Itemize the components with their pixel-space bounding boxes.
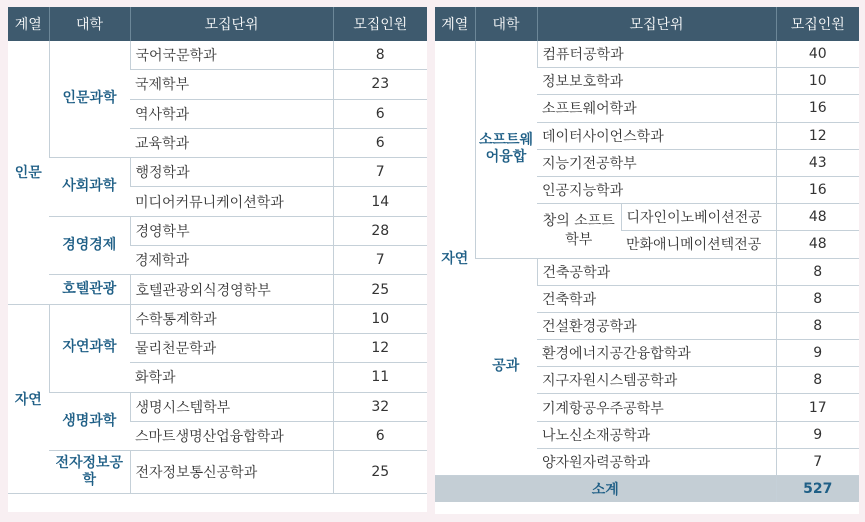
college-hotel: 호텔관광 — [49, 275, 130, 304]
count-cell: 25 — [333, 275, 427, 304]
header-count: 모집인원 — [776, 7, 859, 41]
count-cell: 17 — [776, 394, 859, 421]
count-cell: 7 — [333, 158, 427, 187]
college-life: 생명과학 — [49, 392, 130, 451]
count-cell: 6 — [333, 99, 427, 128]
college-business: 경영경제 — [49, 216, 130, 275]
header-category: 계열 — [8, 7, 49, 41]
count-cell: 8 — [776, 312, 859, 339]
college-ee: 전자정보공학 — [49, 451, 130, 494]
table-row — [8, 216, 427, 245]
unit-cell: 행정학과 — [130, 158, 333, 187]
table-row — [8, 275, 427, 304]
header-unit: 모집단위 — [130, 7, 333, 41]
count-cell: 12 — [333, 333, 427, 362]
count-cell: 25 — [333, 451, 427, 494]
unit-cell: 미디어커뮤니케이션학과 — [130, 187, 333, 216]
count-cell: 6 — [333, 128, 427, 157]
college-natural: 자연과학 — [49, 304, 130, 392]
count-cell: 12 — [776, 122, 859, 149]
unit-cell: 스마트생명산업융합학과 — [130, 421, 333, 450]
count-cell: 6 — [333, 421, 427, 450]
table-row — [435, 258, 859, 285]
unit-cell: 컴퓨터공학과 — [537, 41, 776, 68]
unit-cell: 역사학과 — [130, 99, 333, 128]
header-count: 모집인원 — [333, 7, 427, 41]
unit-cell: 국어국문학과 — [130, 41, 333, 70]
unit-cell: 수학통계학과 — [130, 304, 333, 333]
unit-cell: 데이터사이언스학과 — [537, 122, 776, 149]
unit-cell: 소프트웨어학과 — [537, 95, 776, 122]
count-cell: 10 — [333, 304, 427, 333]
right-admission-table — [435, 7, 859, 514]
count-cell: 28 — [333, 216, 427, 245]
unit-cell: 국제학부 — [130, 70, 333, 99]
unit-cell: 지능기전공학부 — [537, 149, 776, 176]
unit-cell: 건축공학과 — [537, 258, 776, 285]
unit-cell: 인공지능학과 — [537, 176, 776, 203]
count-cell: 16 — [776, 95, 859, 122]
college-engineering: 공과 — [475, 258, 537, 476]
table-row — [8, 392, 427, 421]
unit-cell: 경영학부 — [130, 216, 333, 245]
unit-cell: 교육학과 — [130, 128, 333, 157]
count-cell: 7 — [333, 246, 427, 275]
header-unit: 모집단위 — [537, 7, 776, 41]
unit-cell: 물리천문학과 — [130, 333, 333, 362]
unit-cell: 양자원자력공학과 — [537, 448, 776, 475]
total-count: 527 — [776, 476, 859, 503]
unit-cell: 나노신소재공학과 — [537, 421, 776, 448]
unit-cell: 디자인이노베이션전공 — [621, 204, 776, 231]
header-category: 계열 — [435, 7, 475, 41]
college-software: 소프트웨어융합 — [475, 41, 537, 258]
count-cell: 9 — [776, 421, 859, 448]
count-cell: 7 — [776, 448, 859, 475]
unit-cell: 건설환경공학과 — [537, 312, 776, 339]
unit-cell: 호텔관광외식경영학부 — [130, 275, 333, 304]
category-humanities: 인문 — [8, 41, 49, 304]
unit-cell: 경제학과 — [130, 246, 333, 275]
category-science: 자연 — [435, 41, 475, 476]
unit-cell: 건축학과 — [537, 285, 776, 312]
unit-cell: 만화애니메이션텍전공 — [621, 231, 776, 258]
table-header-row — [8, 7, 427, 41]
count-cell: 40 — [776, 41, 859, 68]
table-row — [8, 451, 427, 494]
count-cell: 10 — [776, 68, 859, 95]
unit-cell: 정보보호학과 — [537, 68, 776, 95]
header-university: 대학 — [49, 7, 130, 41]
count-cell: 16 — [776, 176, 859, 203]
total-label: 소계 — [435, 476, 776, 503]
count-cell: 23 — [333, 70, 427, 99]
table-row — [8, 41, 427, 70]
header-university: 대학 — [475, 7, 537, 41]
unit-cell: 전자정보통신공학과 — [130, 451, 333, 494]
count-cell: 8 — [333, 41, 427, 70]
unit-cell: 지구자원시스템공학과 — [537, 367, 776, 394]
count-cell: 43 — [776, 149, 859, 176]
subgroup-creative-sw: 창의 소프트학부 — [537, 204, 621, 258]
table-row — [8, 158, 427, 187]
count-cell: 48 — [776, 204, 859, 231]
count-cell: 48 — [776, 231, 859, 258]
unit-cell: 생명시스템학부 — [130, 392, 333, 421]
table-row — [435, 41, 859, 68]
count-cell: 8 — [776, 367, 859, 394]
college-social: 사회과학 — [49, 158, 130, 217]
count-cell: 32 — [333, 392, 427, 421]
unit-cell: 기계항공우주공학부 — [537, 394, 776, 421]
left-admission-table — [8, 7, 427, 512]
count-cell: 8 — [776, 285, 859, 312]
count-cell: 11 — [333, 363, 427, 392]
college-humanities: 인문과학 — [49, 41, 130, 158]
count-cell: 14 — [333, 187, 427, 216]
table-row — [8, 304, 427, 333]
unit-cell: 환경에너지공간융합학과 — [537, 340, 776, 367]
count-cell: 9 — [776, 340, 859, 367]
total-row — [435, 476, 859, 503]
category-science: 자연 — [8, 304, 49, 493]
table-header-row — [435, 7, 859, 41]
count-cell: 8 — [776, 258, 859, 285]
unit-cell: 화학과 — [130, 363, 333, 392]
